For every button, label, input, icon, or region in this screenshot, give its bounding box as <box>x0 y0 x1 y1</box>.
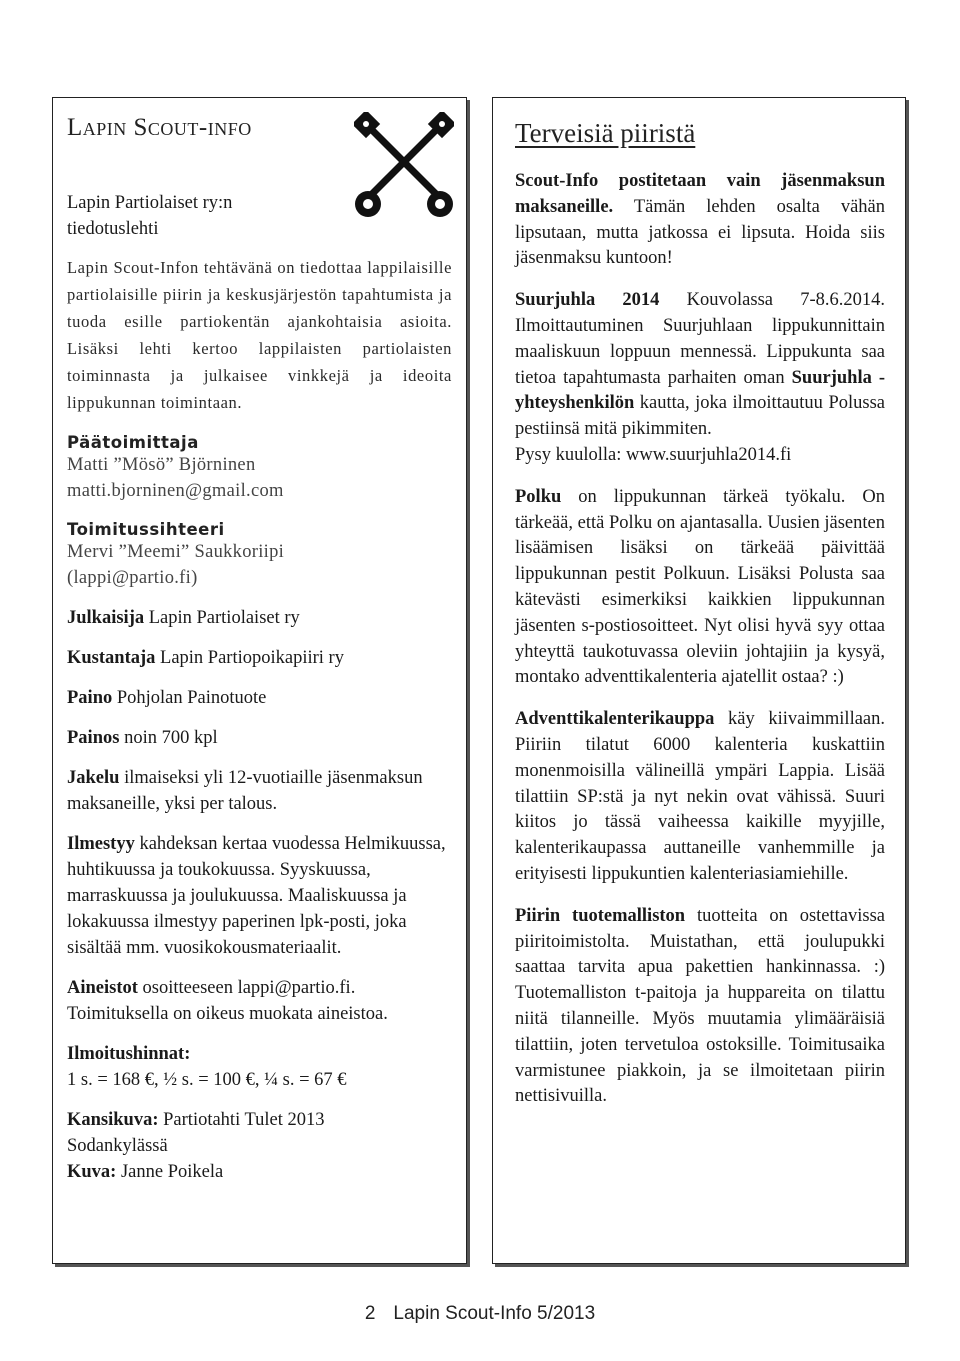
secretary-email: (lappi@partio.fi) <box>67 567 198 588</box>
funder-row: Kustantaja Lapin Partiopoikapiiri ry <box>67 647 344 668</box>
cover-row: Kansikuva: Partiotahti Tulet 2013 Sodankylässä Kuva: Janne Poikela <box>67 1109 325 1182</box>
publisher-line: Lapin Partiolaiset ry:n tiedotuslehti <box>67 193 233 239</box>
ads-row: Ilmoitushinnat: 1 s. = 168 €, ½ s. = 100 €, ¼ s. = 67 € <box>67 1043 347 1090</box>
print-row: Paino Pohjolan Painotuote <box>67 687 267 708</box>
material-row: Aineistot osoitteeseen lappi@partio.fi. Toimituksella on oikeus muokata aineistoa. <box>67 977 388 1024</box>
run-row: Painos noin 700 kpl <box>67 727 218 748</box>
masthead-title: Lapin Scout-info <box>67 114 252 141</box>
page-number: 2 <box>364 1303 376 1324</box>
secretary-name: Mervi ”Meemi” Saukkoriipi <box>67 541 285 562</box>
membership-paragraph: Scout-Info postitetaan vain jäsenmaksun maksaneille. Tämän lehden osalta vähän lipsutaan, mutta jatkossa ei lipsuta. Hoida siis jäsenmaksu kuntoon! <box>515 171 886 269</box>
publisher-row: Julkaisija Lapin Partiolaiset ry <box>67 607 300 628</box>
colophon-box <box>52 97 467 1264</box>
issue-row: Ilmestyy kahdeksan kertaa vuodessa Helmikuussa, huhtikuussa ja toukokuussa. Syyskuussa, marraskuussa ja joulukuussa. Maaliskuussa ja lokakuussa ilmestyy paperinen lpk-posti, joka sisältää mm. vuosikokousmateriaalit. <box>67 833 446 958</box>
calendar-paragraph: Adventtikalenterikauppa käy kiivaimmillaan. Piiriin tilatut 6000 kalenteria kuskattiin monenmoisilla välineillä ympäri Lappia. Lisää tilattiin SP:stä ja nyt nekin ovat vähissä. Suuri kiitos jo tässä vaiheessa kaikille myyjille, kalenterikaupassa auttaneille vanhemmille ja erityisesti lippukuntien kalenteriasiamiehille. <box>515 709 886 884</box>
jamboree-paragraph: Suurjuhla 2014 Kouvolassa 7-8.6.2014. Ilmoittautuminen Suurjuhlaan lippukunnittain maaliskuun loppuun mennessä. Lippukunta saa tietoa tapahtumasta parhaiten oman Suurjuhla -yhteyshenkilön kautta, joka ilmoittautuu Polussa pestiinsä mitä pikimmiten. Pysy kuulolla: www.suurjuhla2014.fi <box>515 290 886 465</box>
editor-heading: Päätoimittaja <box>67 432 199 452</box>
crossed-keys-icon <box>354 112 454 222</box>
editor-name: Matti ”Mösö” Björninen <box>67 454 256 475</box>
jamboree-link: Pysy kuulolla: www.suurjuhla2014.fi <box>515 444 792 465</box>
intro-paragraph: Lapin Scout-Infon tehtävänä on tiedottaa lappilaisille partiolaisille piirin ja keskusjärjestön tapahtumista ja tuoda esille partiokentän ajankohtaisia asioita. Lisäksi lehti kertoo lappilaisten partiolaisten toiminnasta ja julkaisee vinkkejä ja ideoita lippukunnan toimintaan. <box>67 258 452 412</box>
editor-email: matti.bjorninen@gmail.com <box>67 480 284 501</box>
polku-paragraph: Polku on lippukunnan tärkeä työkalu. On tärkeää, että Polku on ajantasalla. Uusien jäsenten lisäämisen lisäksi on tärkeää päivittää lippukunnan pestit Polkuun. Lisäksi Polusta saa kätevästi esimerkiksi kaikkien lippukunnan jäsenten s-postiosoitteet. Nyt olisi hyvä syy ottaa yhteyttä taukotuvassa oleviin johtajiin ja kysyä, montako adventtikalenteria ajatellit ostaa? :) <box>515 486 886 688</box>
editor-block <box>67 433 452 504</box>
merchandise-paragraph: Piirin tuotemalliston tuotteita on ostettavissa piiritoimistolta. Muistathan, että joulupukki saattaa tarvita apua pakettien hankinnassa. :) Tuotemalliston t-paitoja ja huppareita on tilattu niitä tilanneille. Myös muutamia ylimääräisiä tilattiin, joten tervetuloa ostoksille. Toimitusaika varmistunee piakkoin, ja se ilmoitetaan piirin nettisivuilla. <box>515 905 885 1107</box>
secretary-heading: Toimitussihteeri <box>67 519 225 539</box>
greetings-title: Terveisiä piiristä <box>515 118 696 148</box>
distribution-row: Jakelu ilmaiseksi yli 12-vuotiaille jäsenmaksun maksaneille, yksi per talous. <box>67 767 423 814</box>
issue-label: Lapin Scout-Info 5/2013 <box>393 1303 596 1324</box>
secretary-block <box>67 520 452 591</box>
page-footer <box>0 1303 960 1325</box>
greetings-box <box>492 97 906 1264</box>
